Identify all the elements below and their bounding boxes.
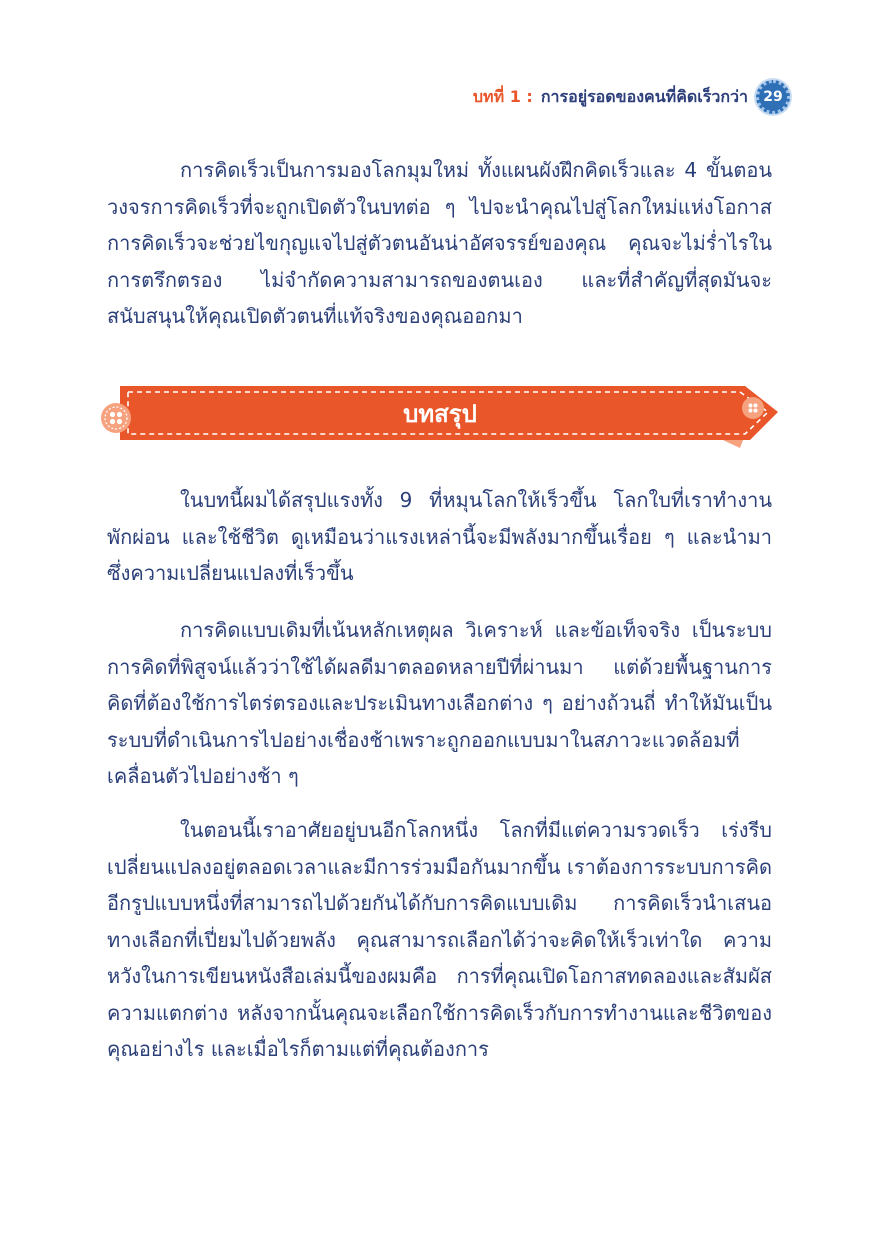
chapter-label: บทที่ 1 : [472,86,533,106]
page-number-badge [756,80,790,114]
section-banner [100,382,780,452]
body-paragraph: การคิดแบบเดิมที่เน้นหลักเหตุผล วิเคราะห์ และข้อเท็จจริง เป็นระบบการคิดที่พิสูจน์แล้วว่าใช้ได้ผลดีมาตลอดหลายปีที่ผ่านมา แต่ด้วยพื้นฐานการคิดที่ต้องใช้การไตร่ตรองและประเมินทางเลือกต่าง ๆ อย่างถ้วนถี่ ทำให้มันเป็นระบบที่ดำเนินการไปอย่างเชื่องช้าเพราะถูกออกแบบมาในสภาวะแวดล้อมที่เคลื่อนตัวไปอย่างช้า ๆ [107,618,772,788]
body-paragraph: ในตอนนี้เราอาศัยอยู่บนอีกโลกหนึ่ง โลกที่มีแต่ความรวดเร็ว เร่งรีบ เปลี่ยนแปลงอยู่ตลอดเวลาและมีการร่วมมือกันมากขึ้น เราต้องการระบบการคิดอีกรูปแบบหนึ่งที่สามารถไปด้วยกันได้กับการคิดแบบเดิม การคิดเร็วนำเสนอทางเลือกที่เปี่ยมไปด้วยพลัง คุณสามารถเลือกได้ว่าจะคิดให้เร็วเท่าใด ความหวังในการเขียนหนังสือเล่มนี้ของผมคือ การที่คุณเปิดโอกาสทดลองและสัมผัสความแตกต่าง หลังจากนั้นคุณจะเลือกใช้การคิดเร็วกับการทำงานและชีวิตของคุณอย่างไร และเมื่อไรก็ตามแต่ที่คุณต้องการ [107,818,772,1061]
section-title: บทสรุป [403,399,477,428]
body-paragraph: ในบทนี้ผมได้สรุปแรงทั้ง 9 ที่หมุนโลกให้เร็วขึ้น โลกใบที่เราทำงาน พักผ่อน และใช้ชีวิต ดูเหมือนว่าแรงเหล่านี้จะมีพลังมากขึ้นเรื่อย ๆ และนำมาซึ่งความเปลี่ยนแปลงที่เร็วขึ้น [107,488,772,585]
running-header [473,80,790,114]
body-paragraph: การคิดเร็วเป็นการมองโลกมุมใหม่ ทั้งแผนผังฝึกคิดเร็วและ 4 ขั้นตอนวงจรการคิดเร็วที่จะถูกเปิดตัวในบทต่อ ๆ ไปจะนำคุณไปสู่โลกใหม่แห่งโอกาส การคิดเร็วจะช่วยไขกุญแจไปสู่ตัวตนอันน่าอัศจรรย์ของคุณ คุณจะไม่ร่ำไรในการตรึกตรอง ไม่จำกัดความสามารถของตนเอง และที่สำคัญที่สุดมันจะสนับสนุนให้คุณเปิดตัวตนที่แท้จริงของคุณออกมา [107,158,772,328]
page-number: 29 [763,89,783,105]
chapter-title: การอยู่รอดของคนที่คิดเร็วกว่า [540,86,748,106]
